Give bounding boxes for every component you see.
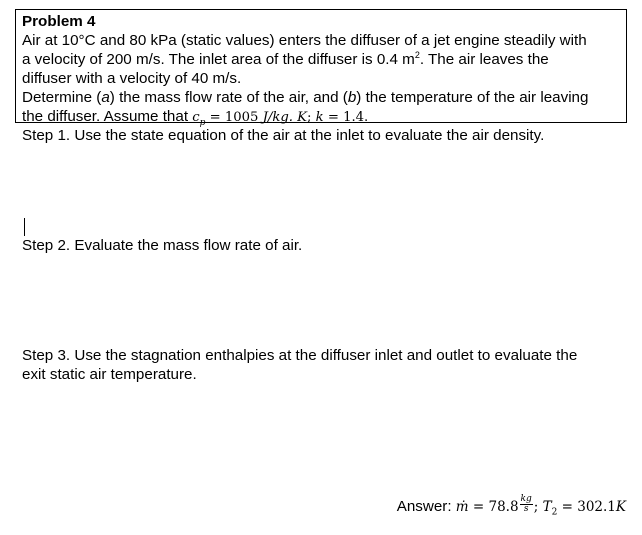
problem-line-2: a velocity of 200 m/s. The inlet area of the diffuser is 0.4 $m^2$. The air leaves the: [22, 50, 549, 68]
step-3-line-2: exit static air temperature.: [22, 366, 197, 383]
step-3-text: [22, 346, 622, 384]
answer-fraction: $\frac{kg}{s}$: [520, 494, 532, 514]
answer-equation: ṁ = 78.8 $\frac{kg}{s}$ ; $T_2 = 302.1K$: [455, 494, 626, 518]
step-2-text: Step 2. Evaluate the mass flow rate of air.: [22, 237, 303, 254]
problem-line-1: Air at 10°C and 80 kPa (static values) enters the diffuser of a jet engine steadily with: [22, 32, 587, 49]
text-cursor[interactable]: [24, 218, 25, 236]
step-3-line-1: Step 3. Use the stagnation enthalpies at the diffuser inlet and outlet to evaluate the: [22, 347, 578, 364]
answer-line: [397, 496, 626, 524]
problem-line-4: Determine (a) the mass flow rate of the air, and (b) the temperature of the air leaving: [22, 89, 589, 106]
answer-label: Answer:: [396, 498, 456, 515]
step-1-text: Step 1. Use the state equation of the air at the inlet to evaluate the air density.: [22, 127, 545, 144]
problem-title: Problem 4: [22, 13, 96, 30]
assumption-equation: $c_p = 1005$ J/kg. K; k = 1.4.: [192, 110, 369, 128]
problem-line-5: the diffuser. Assume that $c_p = 1005$ J/kg. K; k = 1.4.: [22, 108, 369, 128]
problem-statement-box: [15, 9, 627, 128]
problem-line-3: diffuser with a velocity of 40 m/s.: [22, 70, 242, 87]
